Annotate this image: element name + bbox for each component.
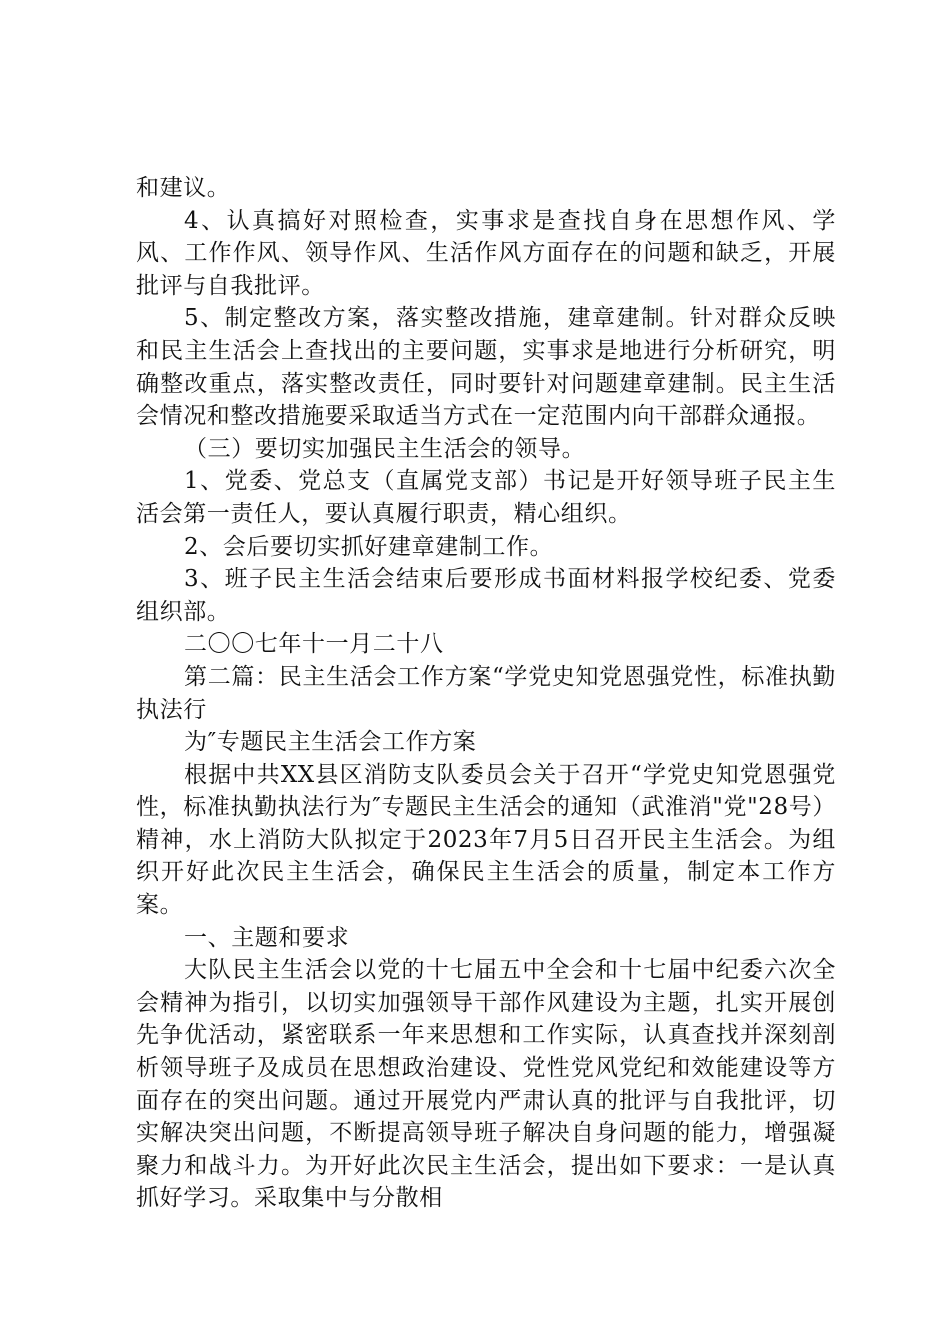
section-heading-theme: 一、主题和要求 bbox=[184, 924, 350, 951]
paragraph-item-2: 2、会后要切实抓好建章建制工作。 bbox=[184, 533, 554, 560]
paragraph-theme-body: 大队民主生活会以党的十七届五中全会和十七届中纪委六次全会精神为指引，以切实加强领导干部作风建设为主题，扎实开展创先争优活动，紧密联系一年来思想和工作实际，认真查找并深刻剖析领导班子及成员在思想政治建设、党性党风党纪和效能建设等方面存在的突出问题。通过开展党内严肃认真的批评与自我批评，切实解决突出问题，不断提高领导班子解决自身问题的能力，增强凝聚力和战斗力。为开好此次民主生活会，提出如下要求：一是认真抓好学习。采取集中与分散相 bbox=[136, 957, 836, 1212]
paragraph-item-1: 1、党委、党总支（直属党支部）书记是开好领导班子民主生活会第一责任人，要认真履行职责，精心组织。 bbox=[136, 468, 836, 527]
paragraph-item-4: 4、认真搞好对照检查，实事求是查找自身在思想作风、学风、工作作风、领导作风、生活作风方面存在的问题和缺乏，开展批评与自我批评。 bbox=[136, 207, 836, 299]
paragraph-item-3: 3、班子民主生活会结束后要形成书面材料报学校纪委、党委组织部。 bbox=[136, 566, 836, 625]
paragraph-intro: 根据中共XX县区消防支队委员会关于召开“学党史知党恩强党性，标准执勤执法行为″专题民主生活会的通知（武淮消"党"28号）精神，水上消防大队拟定于2023年7月5日召开民主生活会。为组织开好此次民主生活会，确保民主生活会的质量，制定本工作方案。 bbox=[136, 761, 836, 919]
document-date: 二〇〇七年十一月二十八 bbox=[184, 631, 444, 658]
document-body bbox=[136, 172, 836, 1215]
paragraph-continuation: 和建议。 bbox=[136, 175, 231, 201]
paragraph-item-5: 5、制定整改方案，落实整改措施，建章建制。针对群众反映和民主生活会上查找出的主要问题，实事求是地进行分析研究，明确整改重点，落实整改责任，同时要针对问题建章建制。民主生活会情况和整改措施要采取适当方式在一定范围内向干部群众通报。 bbox=[136, 305, 836, 430]
chapter-title-line-2: 为″专题民主生活会工作方案 bbox=[184, 729, 477, 756]
chapter-title-line-1: 第二篇：民主生活会工作方案“学党史知党恩强党性，标准执勤执法行 bbox=[136, 663, 836, 723]
section-heading-3: （三）要切实加强民主生活会的领导。 bbox=[184, 435, 586, 462]
